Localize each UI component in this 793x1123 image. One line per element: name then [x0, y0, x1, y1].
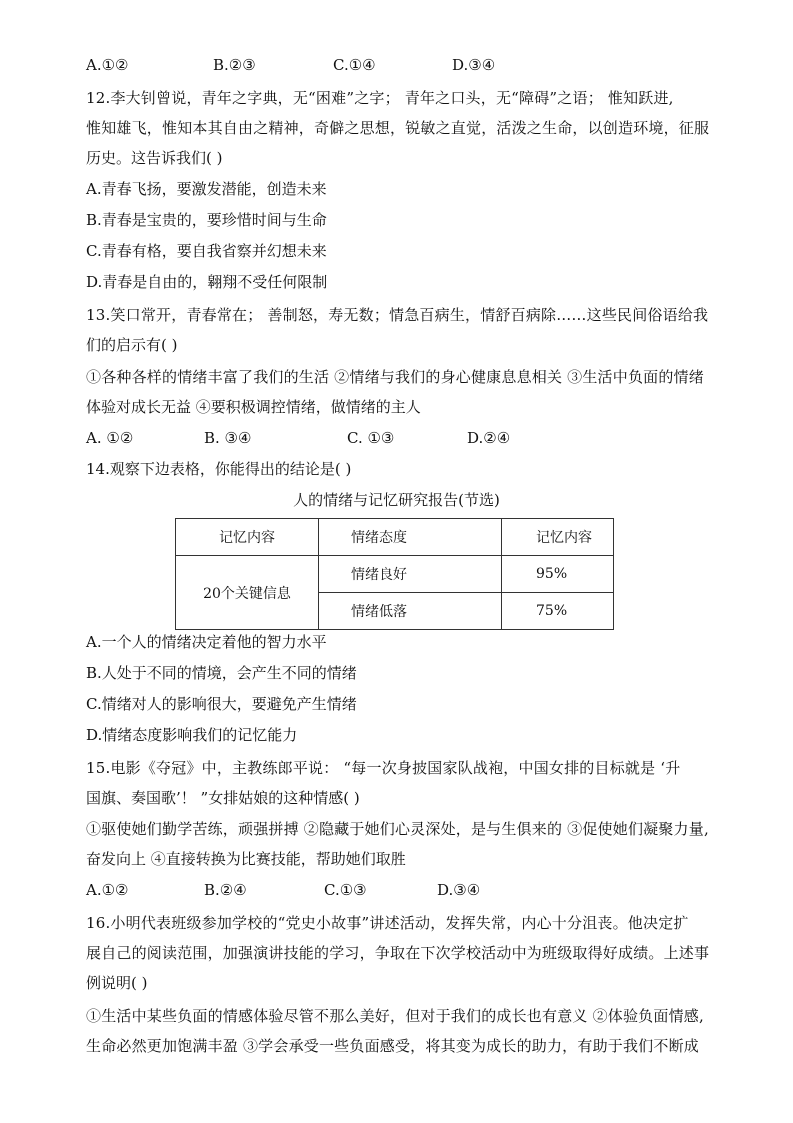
table-row	[176, 556, 614, 593]
table-cell: 情绪低落	[319, 593, 502, 630]
table-header-row	[176, 519, 614, 556]
q16-stem-line: 16.小明代表班级参加学校的“党史小故事”讲述活动，发挥失常，内心十分沮丧。他决定扩	[86, 914, 689, 932]
q11-option-b[interactable]: B.②③	[213, 56, 256, 74]
q12-option-a[interactable]: A.青春飞扬，要激发潜能，创造未来	[86, 180, 327, 198]
q16-statement-line: 生命必然更加饱满丰盈 ③学会承受一些负面感受，将其变为成长的助力，有助于我们不断成	[86, 1037, 699, 1055]
table-header-cell: 记忆内容	[176, 519, 319, 556]
q13-option-a[interactable]: A. ①②	[86, 429, 134, 447]
q14-option-d[interactable]: D.情绪态度影响我们的记忆能力	[86, 726, 298, 744]
q15-option-c[interactable]: C.①③	[324, 881, 367, 899]
q13-option-d[interactable]: D.②④	[467, 429, 511, 447]
q13-option-c[interactable]: C. ①③	[347, 429, 395, 447]
q15-stem-line: 15.电影《夺冠》中，主教练郎平说： “每一次身披国家队战袍，中国女排的目标就是 ‘升	[86, 759, 681, 777]
table-cell: 95%	[502, 556, 614, 593]
q11-option-c[interactable]: C.①④	[333, 56, 376, 74]
q11-option-d[interactable]: D.③④	[452, 56, 496, 74]
q12-option-b[interactable]: B.青春是宝贵的，要珍惜时间与生命	[86, 211, 327, 229]
q15-statement-line: 奋发向上 ④直接转换为比赛技能，帮助她们取胜	[86, 850, 406, 868]
q13-stem-line: 们的启示有( )	[86, 336, 178, 354]
q13-statement-line: 体验对成长无益 ④要积极调控情绪，做情绪的主人	[86, 398, 421, 416]
q15-option-a[interactable]: A.①②	[86, 881, 129, 899]
q12-stem-line: 历史。这告诉我们( )	[86, 149, 223, 167]
q12-stem-line: 惟知雄飞，惟知本其自由之精神，奇僻之思想，锐敏之直觉，活泼之生命，以创造环境，征服	[86, 119, 710, 137]
q15-option-b[interactable]: B.②④	[204, 881, 247, 899]
q12-option-d[interactable]: D.青春是自由的，翱翔不受任何限制	[86, 273, 328, 291]
emotion-memory-table	[175, 518, 614, 630]
table-row-label: 20个关键信息	[176, 556, 319, 630]
table-cell: 75%	[502, 593, 614, 630]
q15-stem-line: 国旗、奏国歌’！ ”女排姑娘的这种情感( )	[86, 789, 360, 807]
table-caption: 人的情绪与记忆研究报告(节选)	[293, 491, 500, 509]
table-cell: 情绪良好	[319, 556, 502, 593]
table-header-cell: 记忆内容	[502, 519, 614, 556]
q14-option-c[interactable]: C.情绪对人的影响很大，要避免产生情绪	[86, 695, 357, 713]
q16-stem-line: 例说明( )	[86, 974, 148, 992]
q11-option-a[interactable]: A.①②	[86, 56, 129, 74]
q12-option-c[interactable]: C.青春有格，要自我省察并幻想未来	[86, 242, 327, 260]
q16-statement-line: ①生活中某些负面的情感体验尽管不那么美好，但对于我们的成长也有意义 ②体验负面情感,	[86, 1007, 704, 1025]
q13-option-b[interactable]: B. ③④	[204, 429, 252, 447]
q14-option-a[interactable]: A.一个人的情绪决定着他的智力水平	[86, 633, 327, 651]
q15-statement-line: ①驱使她们勤学苦练，顽强拼搏 ②隐藏于她们心灵深处，是与生俱来的 ③促使她们凝聚力量,	[86, 820, 709, 838]
q15-option-d[interactable]: D.③④	[437, 881, 481, 899]
table-header-cell: 情绪态度	[319, 519, 502, 556]
q16-stem-line: 展自己的阅读范围，加强演讲技能的学习，争取在下次学校活动中为班级取得好成绩。上述事	[86, 944, 710, 962]
q13-statement-line: ①各种各样的情绪丰富了我们的生活 ②情绪与我们的身心健康息息相关 ③生活中负面的情绪	[86, 368, 704, 386]
q13-stem-line: 13.笑口常开，青春常在； 善制怒，寿无数；情急百病生，情舒百病除……这些民间俗语给我	[86, 306, 709, 324]
q12-stem-line: 12.李大钊曾说，青年之字典，无“困难”之字； 青年之口头，无“障碍”之语； 惟知跃进,	[86, 89, 674, 107]
q14-option-b[interactable]: B.人处于不同的情境，会产生不同的情绪	[86, 664, 357, 682]
q14-stem: 14.观察下边表格，你能得出的结论是( )	[86, 460, 352, 478]
